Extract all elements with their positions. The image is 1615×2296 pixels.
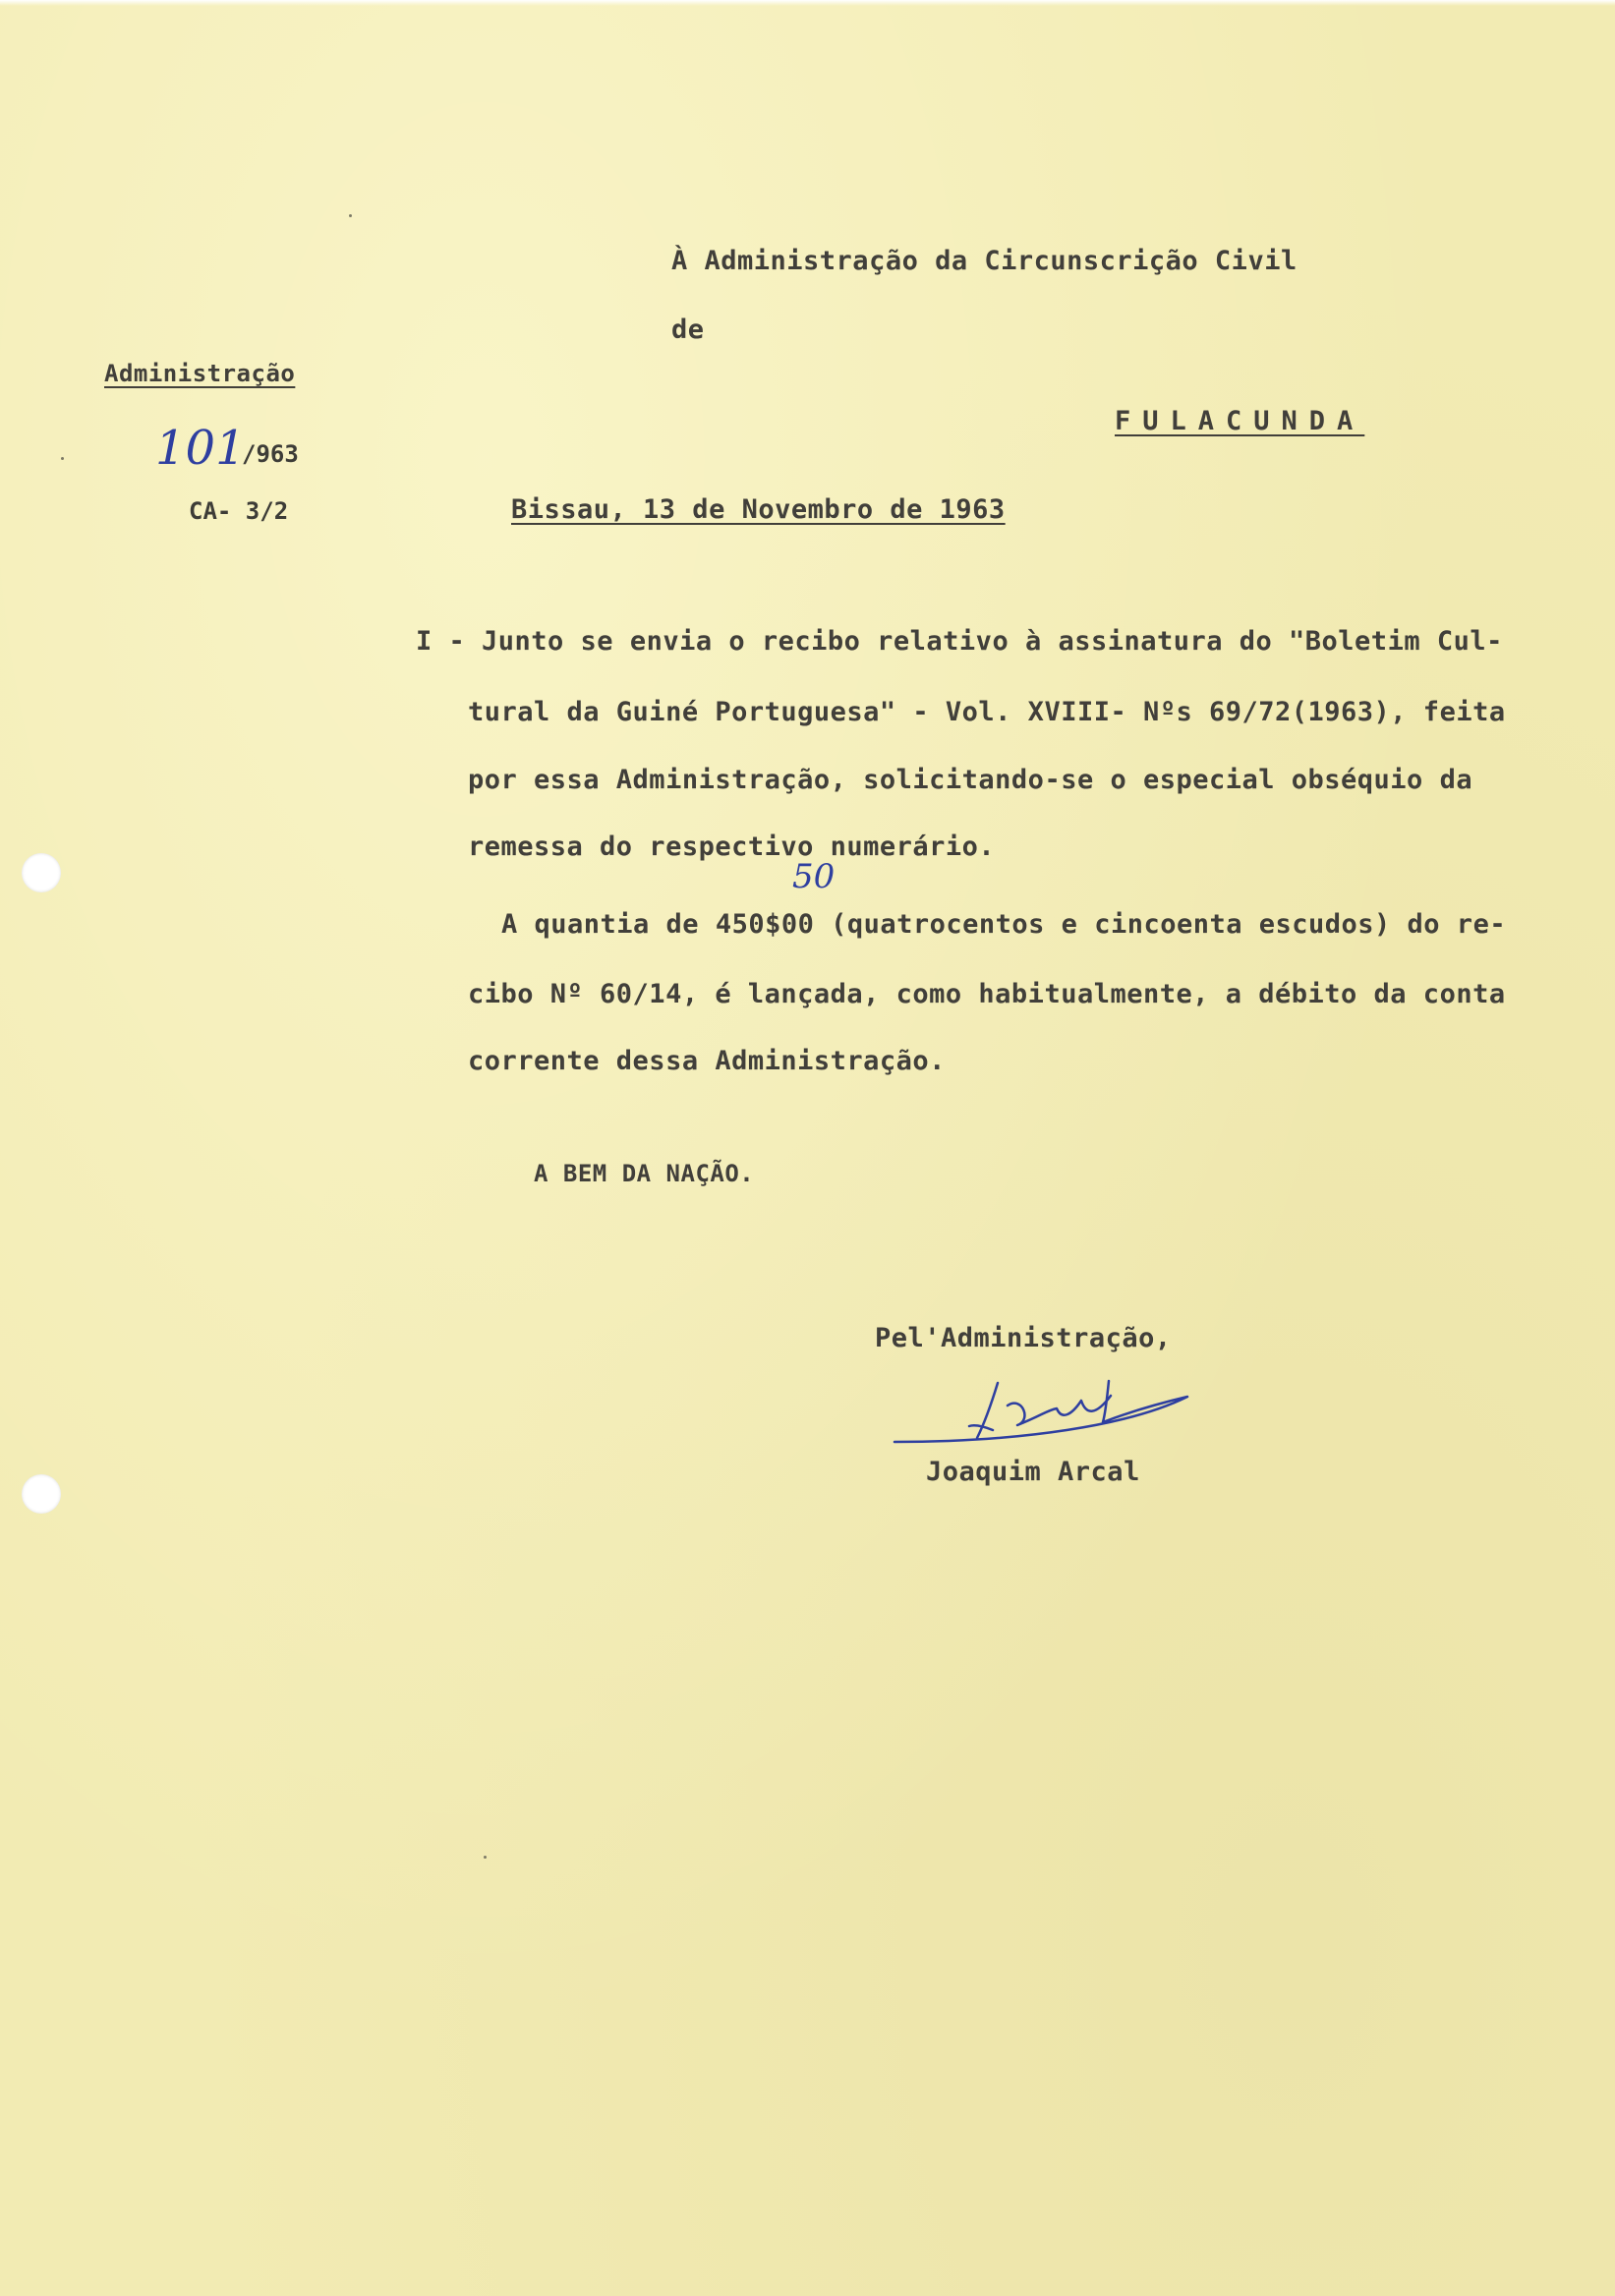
paragraph-1-line-4: remessa do respectivo numerário. [468,832,996,862]
reference-year: /963 [242,440,299,468]
paragraph-1-line-2: tural da Guiné Portuguesa" - Vol. XVIII- Nºs 69/72(1963), feita [468,697,1506,727]
date-line: Bissau, 13 de Novembro de 1963 [511,494,1006,525]
handwritten-correction: 50 [792,857,836,896]
paragraph-2-line-3: corrente dessa Administração. [468,1046,946,1076]
closing-salutation: A BEM DA NAÇÃO. [534,1160,755,1187]
paper-top-edge [0,0,1615,6]
signature-scribble [875,1361,1209,1469]
signature-prefix: Pel'Administração, [875,1323,1172,1353]
speck [484,1856,487,1859]
paragraph-1-line-1: I - Junto se envia o recibo relativo à assinatura do "Boletim Cul- [416,626,1503,657]
paragraph-1-line-3: por essa Administração, solicitando-se o especial obséquio da [468,765,1473,795]
reference-code: CA- 3/2 [189,497,289,525]
signatory-name: Joaquim Arcal [926,1457,1140,1487]
punch-hole-top [22,853,61,892]
speck [349,214,352,217]
recipient-line-2: de [671,315,705,345]
punch-hole-bottom [22,1474,61,1514]
reference-number-handwritten: 101 [155,421,246,476]
recipient-place: FULACUNDA [1115,406,1365,436]
paragraph-2-line-2: cibo Nº 60/14, é lançada, como habitualmente, a débito da conta [468,979,1506,1009]
paragraph-2-line-1: A quantia de 450$00 (quatrocentos e cincoenta escudos) do re- [501,909,1507,940]
speck [61,457,64,460]
recipient-line-1: À Administração da Circunscrição Civil [671,246,1298,276]
reference-heading: Administração [104,360,296,387]
